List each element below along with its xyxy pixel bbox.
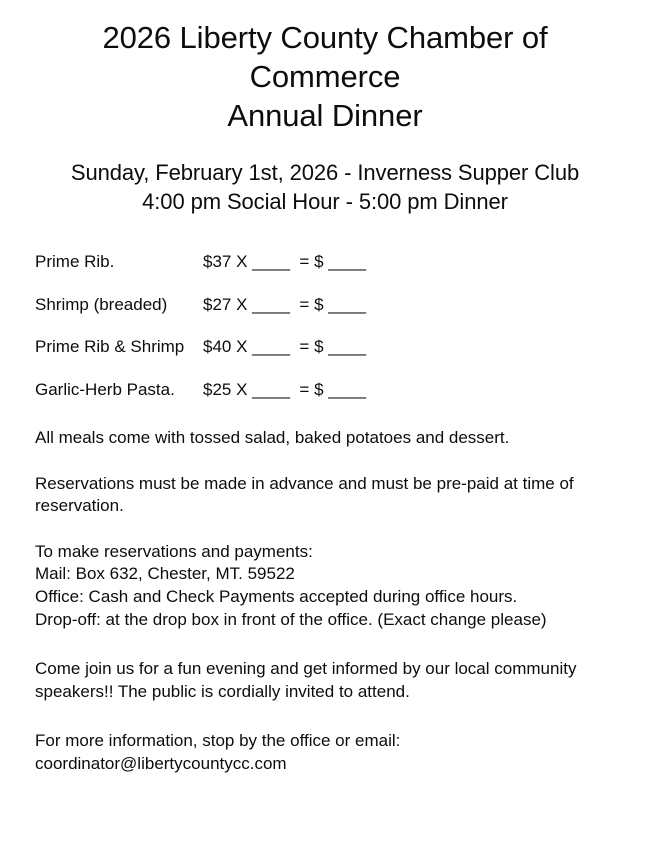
menu-item-name: Garlic-Herb Pasta.	[35, 379, 175, 399]
payment-drop-off: Drop-off: at the drop box in front of the office. (Exact change please)	[35, 609, 547, 629]
payment-instructions	[35, 541, 600, 631]
title-line-2: Annual Dinner	[227, 97, 423, 133]
menu-price-expression: $40 X ____ = $ ____	[203, 337, 367, 357]
page-title	[35, 0, 615, 135]
menu-price-expression: $25 X ____ = $ ____	[203, 379, 367, 399]
menu-item-name: Prime Rib.	[35, 252, 115, 272]
menu-row	[35, 380, 615, 400]
contact-block	[35, 730, 600, 775]
payment-office: Office: Cash and Check Payments accepted during office hours.	[35, 587, 518, 607]
menu-price-expression: $27 X ____ = $ ____	[203, 294, 367, 314]
contact-email: coordinator@libertycountycc.com	[35, 754, 287, 774]
subtitle-line-times: 4:00 pm Social Hour - 5:00 pm Dinner	[142, 188, 508, 214]
subtitle-line-date-venue: Sunday, February 1st, 2026 - Inverness Supper Club	[70, 160, 580, 186]
event-subtitle	[35, 135, 615, 216]
payment-heading: To make reservations and payments:	[35, 541, 313, 561]
invitation-text: Come join us for a fun evening and get informed by our local community speakers!! The public is cordially invited to attend.	[35, 659, 577, 701]
meals-note: All meals come with tossed salad, baked potatoes and dessert.	[35, 428, 510, 447]
menu-price-expression: $37 X ____ = $ ____	[203, 252, 367, 272]
contact-instruction: For more information, stop by the office or email:	[35, 731, 401, 751]
body-text-block	[35, 400, 615, 776]
reservation-policy: Reservations must be made in advance and must be pre-paid at time of reservation.	[35, 473, 574, 516]
menu-row	[35, 252, 615, 272]
menu-row	[35, 337, 615, 357]
payment-mail: Mail: Box 632, Chester, MT. 59522	[35, 564, 295, 584]
menu-order-list	[35, 216, 615, 400]
title-line-1: 2026 Liberty County Chamber of Commerce	[102, 20, 548, 94]
menu-item-name: Shrimp (breaded)	[35, 294, 168, 314]
menu-row	[35, 295, 615, 315]
menu-item-name: Prime Rib & Shrimp	[35, 337, 185, 357]
